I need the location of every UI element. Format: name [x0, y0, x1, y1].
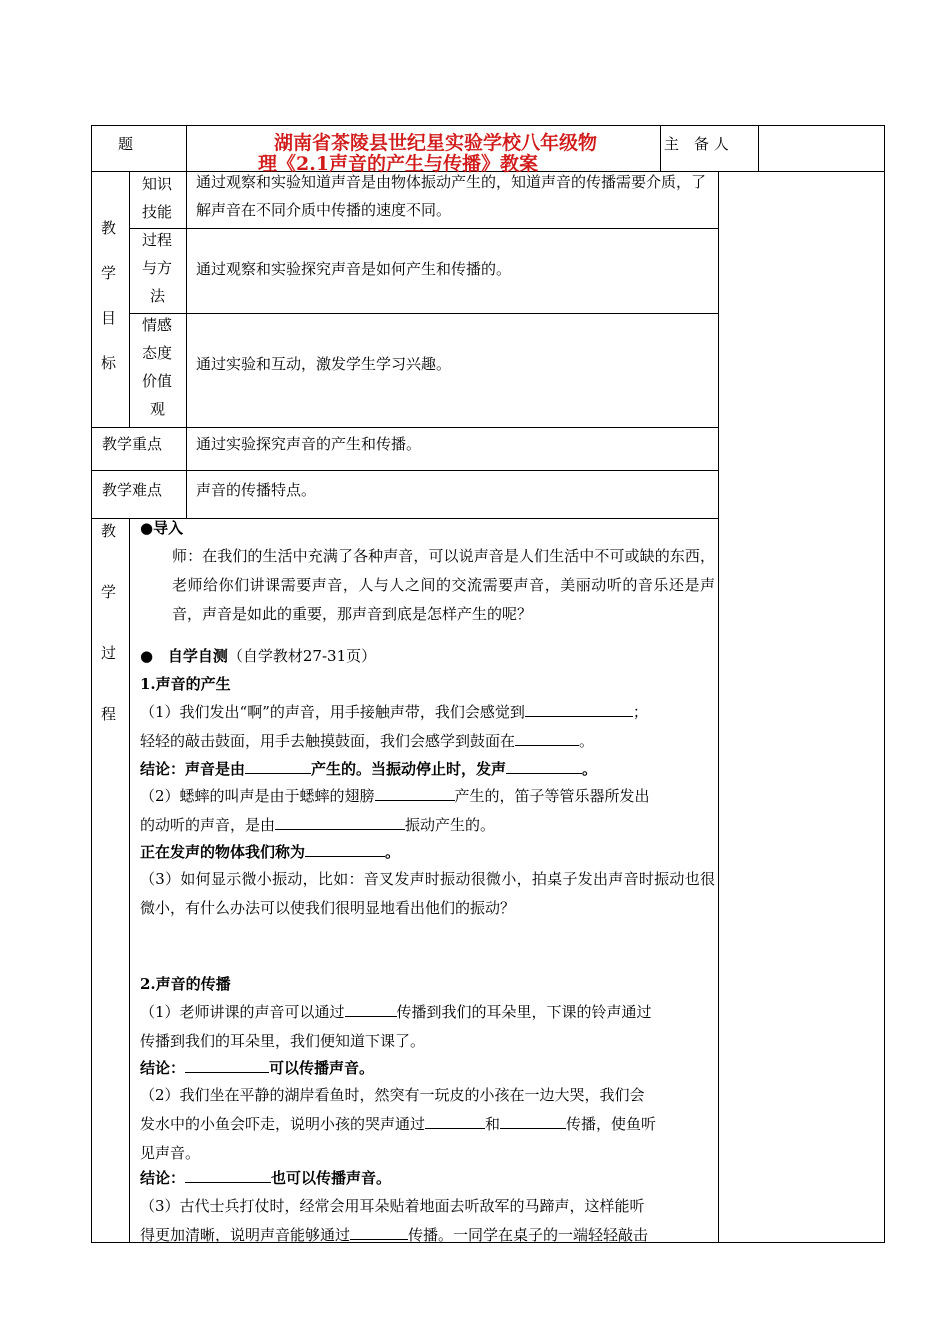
answer-blank[interactable]	[500, 1114, 566, 1129]
table-left-border	[91, 125, 92, 1243]
s1-question1: （1）我们发出“啊”的声音，用手接触声带，我们会感觉到 ； 轻轻的敲击鼓面，用手去触摸鼓面，我们会感学到鼓面在 。	[140, 703, 648, 750]
answer-blank[interactable]	[350, 1225, 408, 1240]
answer-blank[interactable]	[245, 759, 311, 774]
s2-question1: （1）老师讲课的声音可以通过 传播到我们的耳朵里，下课的铃声通过 传播到我们的耳朵里，我们便知道下课了。	[140, 1003, 652, 1050]
section1-heading: 1.声音的产生	[140, 675, 231, 693]
s2-question3: （3）古代士兵打仗时，经常会用耳朵贴着地面去听敌军的马蹄声，这样能听 得更加清晰，说明声音能够通过 传播。一同学在桌子的一端轻轻敲击	[140, 1197, 649, 1244]
process-label-divider	[129, 518, 130, 1242]
keypoint-label: 教学重点	[102, 435, 163, 453]
answer-blank[interactable]	[345, 1002, 397, 1017]
objective-text-attitude: 通过实验和互动，激发学生学习兴趣。	[196, 355, 452, 373]
answer-blank[interactable]	[275, 815, 405, 830]
answer-blank[interactable]	[506, 759, 582, 774]
answer-blank[interactable]	[185, 1168, 271, 1183]
objectives-text-divider	[186, 171, 187, 518]
s1-conclusion1: 结论：声音是由 产生的。当振动停止时，发声 。	[140, 760, 598, 778]
content-right-divider	[718, 171, 719, 1243]
table-top-border	[91, 125, 885, 126]
s2-conclusion2: 结论： 也可以传播声音。	[140, 1169, 392, 1187]
objectives-row1-bottom	[129, 228, 718, 229]
process-label-char: 程	[101, 705, 117, 723]
answer-blank[interactable]	[305, 842, 385, 857]
answer-blank[interactable]	[375, 786, 455, 801]
process-label-char: 教	[101, 522, 117, 540]
preparer-label: 主 备 人	[664, 135, 729, 153]
objective-text-knowledge: 通过观察和实验知道声音是由物体振动产生的，知道声音的传播需要介质，了解声音在不同介质中传播的速度不同。	[196, 173, 707, 219]
header-col-divider-2	[660, 125, 661, 171]
selfstudy-heading-line	[140, 642, 715, 671]
document-title-line2: 理《2.1声音的产生与传播》教案	[258, 153, 539, 175]
selfstudy-heading: 自学自测	[167, 647, 228, 665]
keypoint-text: 通过实验探究声音的产生和传播。	[196, 435, 422, 453]
s1-question2: （2）蟋蟀的叫声是由于蟋蟀的翅膀 产生的，笛子等管乐器所发出 的动听的声音，是由 振动产生的。	[140, 787, 650, 834]
answer-blank[interactable]	[515, 731, 579, 746]
difficulty-text: 声音的传播特点。	[196, 481, 317, 499]
intro-text: 师：在我们的生活中充满了各种声音，可以说声音是人们生活中不可或缺的东西，老师给你们讲课需要声音，人与人之间的交流需要声音，美丽动听的音乐还是声音，声音是如此的重要，那声音到底是怎样产生的呢？	[172, 547, 715, 623]
bullet-icon: ●	[140, 647, 154, 665]
intro-heading: ●导入	[140, 519, 184, 537]
answer-blank[interactable]	[185, 1058, 269, 1073]
objective-label-knowledge: 知识 技能	[142, 175, 173, 221]
answer-blank[interactable]	[525, 702, 633, 717]
s1-question3: （3）如何显示微小振动，比如：音叉发声时振动很微小，拍桌子发出声音时振动也很微小，有什么办法可以使我们很明显地看出他们的振动？	[140, 870, 715, 917]
process-label-char: 过	[101, 644, 117, 662]
header-col-divider-1	[186, 125, 187, 171]
objective-label-process: 过程 与方 法	[142, 231, 173, 305]
document-title-line1: 湖南省茶陵县世纪星实验学校八年级物	[274, 132, 598, 154]
header-col-divider-3	[758, 125, 759, 171]
selfstudy-note: （自学教材27-31页）	[227, 647, 377, 665]
s1-conclusion2: 正在发声的物体我们称为 。	[140, 843, 401, 861]
s2-question2: （2）我们坐在平静的湖岸看鱼时，然突有一玩皮的小孩在一边大哭，我们会 发水中的小鱼会吓走，说明小孩的哭声通过 和 传播，使鱼听 见声音。	[140, 1086, 657, 1162]
objectives-label-char: 教	[101, 219, 117, 237]
objectives-label-char: 标	[101, 354, 117, 372]
objective-label-attitude: 情感 态度 价值 观	[142, 316, 173, 418]
topic-label: 题	[118, 135, 134, 153]
difficulty-label: 教学难点	[102, 481, 163, 499]
objectives-label-divider	[129, 171, 130, 427]
s2-conclusion1: 结论： 可以传播声音。	[140, 1059, 375, 1077]
objective-text-process: 通过观察和实验探究声音是如何产生和传播的。	[196, 260, 512, 278]
objectives-row2-bottom	[129, 313, 718, 314]
section2-heading: 2.声音的传播	[140, 975, 231, 993]
objectives-label-char: 学	[101, 264, 117, 282]
table-right-border	[884, 125, 885, 1243]
answer-blank[interactable]	[425, 1114, 485, 1129]
objectives-label-char: 目	[101, 309, 117, 327]
process-label-char: 学	[101, 583, 117, 601]
